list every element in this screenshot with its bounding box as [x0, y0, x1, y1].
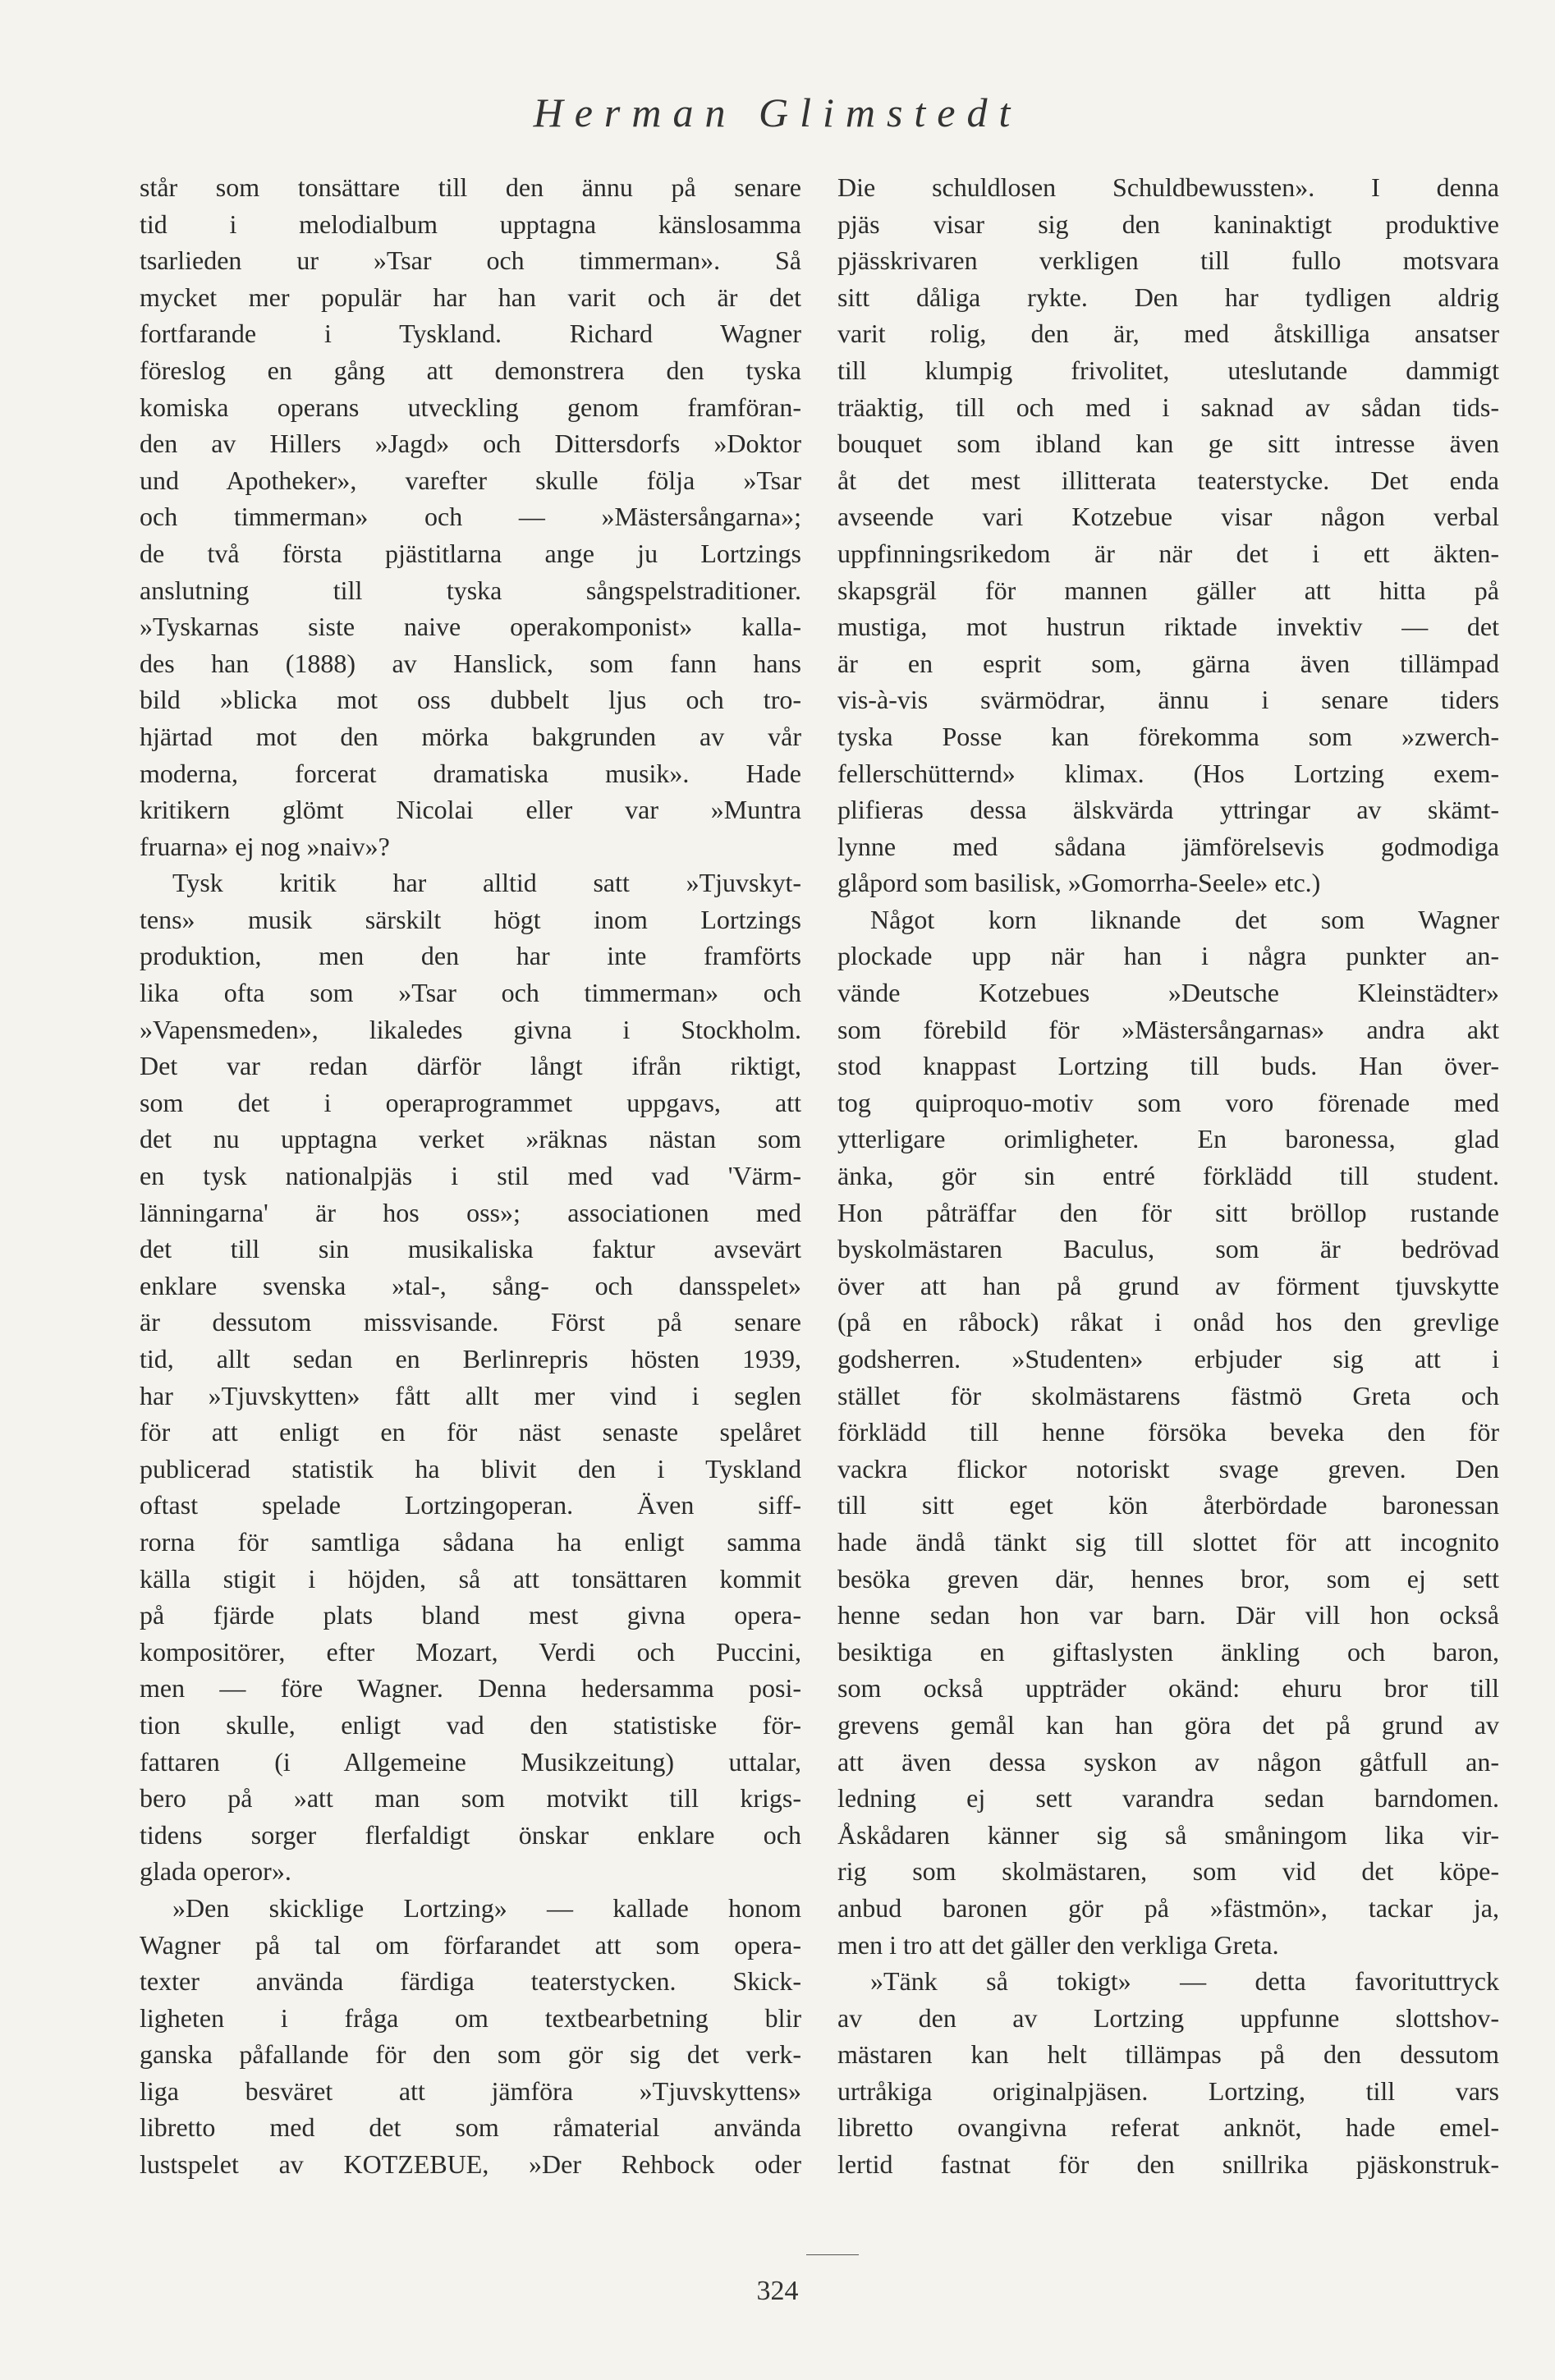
- text-line: sitt dåliga rykte. Den har tydligen aldrig: [837, 282, 1499, 312]
- text-line: und Apotheker», varefter skulle följa »Tsar: [140, 465, 801, 495]
- text-line: som också uppträder okänd: ehuru bror till: [837, 1673, 1499, 1704]
- text-line: rorna för samtliga sådana ha enligt samma: [140, 1526, 801, 1557]
- text-line: besiktiga en giftaslysten änkling och baron,: [837, 1636, 1499, 1667]
- text-line: bouquet som ibland kan ge sitt intresse även: [837, 429, 1499, 459]
- text-line: som det i operaprogrammet uppgavs, att: [140, 1087, 801, 1117]
- text-line: oftast spelade Lortzingoperan. Även siff-: [140, 1490, 801, 1520]
- text-line: stod knappast Lortzing till buds. Han över-: [837, 1051, 1499, 1081]
- text-line: skapsgräl för mannen gäller att hitta på: [837, 575, 1499, 605]
- text-line: mästaren kan helt tillämpas på den dessutom: [837, 2039, 1499, 2070]
- text-line: till sitt eget kön återbördade baronessan: [837, 1490, 1499, 1520]
- text-line: vackra flickor notoriskt svage greven. Den: [837, 1453, 1499, 1483]
- text-line: vände Kotzebues »Deutsche Kleinstädter»: [837, 978, 1499, 1008]
- text-line: rig som skolmästaren, som vid det köpe-: [837, 1856, 1499, 1887]
- page-number: 324: [756, 2276, 799, 2306]
- text-line: på fjärde plats bland mest givna opera-: [140, 1600, 801, 1630]
- text-line: föreslog en gång att demonstrera den tyska: [140, 355, 801, 385]
- text-line: Åskådaren känner sig så småningom lika vir-: [837, 1819, 1499, 1850]
- text-line: länningarna' är hos oss»; associationen med: [140, 1197, 801, 1227]
- text-line: vis-à-vis svärmödrar, ännu i senare tiders: [837, 685, 1499, 715]
- text-line: de två första pjästitlarna ange ju Lortzings: [140, 538, 801, 568]
- text-line: Tysk kritik har alltid satt »Tjuvskyt-: [172, 868, 801, 898]
- text-line: är en esprit som, gärna även tillämpad: [837, 648, 1499, 678]
- text-line: henne sedan hon var barn. Där vill hon också: [837, 1600, 1499, 1630]
- text-line: ganska påfallande för den som gör sig det verk-: [140, 2039, 801, 2070]
- text-line: åt det mest illitterata teaterstycke. Det enda: [837, 465, 1499, 495]
- text-line: det nu upptagna verket »räknas nästan som: [140, 1124, 801, 1154]
- text-line: byskolmästaren Baculus, som är bedrövad: [837, 1234, 1499, 1264]
- text-line: bero på »att man som motvikt till krigs-: [140, 1783, 801, 1814]
- text-line: ytterligare orimligheter. En baronessa, glad: [837, 1124, 1499, 1154]
- text-line: godsherren. »Studenten» erbjuder sig att i: [837, 1344, 1499, 1373]
- text-line: mustiga, mot hustrun riktade invektiv — det: [837, 612, 1499, 642]
- text-line: hade ändå tänkt sig till slottet för att incognito: [837, 1526, 1499, 1557]
- text-line: libretto ovangivna referat anknöt, hade emel-: [837, 2112, 1499, 2143]
- text-line: grevens gemål kan han göra det på grund av: [837, 1709, 1499, 1740]
- text-line: den av Hillers »Jagd» och Dittersdorfs »Doktor: [140, 429, 801, 459]
- text-line: änka, gör sin entré förklädd till student.: [837, 1161, 1499, 1191]
- text-line: produktion, men den har inte framförts: [140, 941, 801, 971]
- text-line: glada operor».: [140, 1856, 291, 1887]
- text-line: att även dessa syskon av någon gåtfull an-: [837, 1746, 1499, 1777]
- text-line: plockade upp när han i några punkter an-: [837, 941, 1499, 971]
- folio-rule: [806, 2254, 859, 2255]
- text-line: förklädd till henne försöka beveka den för: [837, 1417, 1499, 1447]
- text-line: och timmerman» och — »Mästersångarna»;: [140, 502, 801, 532]
- text-line: »Tänk så tokigt» — detta favorituttryck: [870, 1966, 1499, 1997]
- text-line: komiska operans utveckling genom framföran-: [140, 392, 801, 422]
- text-line: Något korn liknande det som Wagner: [870, 904, 1499, 934]
- text-line: liga besväret att jämföra »Tjuvskyttens»: [140, 2075, 801, 2106]
- text-line: det till sin musikaliska faktur avsevärt: [140, 1234, 801, 1264]
- right-text-column: [837, 169, 1499, 2183]
- text-line: Wagner på tal om förfarandet att som opera-: [140, 1929, 801, 1960]
- text-line: men i tro att det gäller den verkliga Greta.: [837, 1929, 1279, 1960]
- left-text-column: [140, 169, 801, 2183]
- text-line: men — före Wagner. Denna hedersamma posi-: [140, 1673, 801, 1704]
- text-line: publicerad statistik ha blivit den i Tyskland: [140, 1453, 801, 1483]
- text-line: tid, allt sedan en Berlinrepris hösten 1939,: [140, 1344, 801, 1373]
- text-line: pjäs visar sig den kaninaktigt produktive: [837, 209, 1499, 239]
- text-line: lynne med sådana jämförelsevis godmodiga: [837, 831, 1499, 861]
- text-line: lika ofta som »Tsar och timmerman» och: [140, 978, 801, 1008]
- text-line: »Vapensmeden», likaledes givna i Stockholm.: [140, 1014, 801, 1044]
- text-line: som förebild för »Mästersångarnas» andra akt: [837, 1014, 1499, 1044]
- text-line: mycket mer populär har han varit och är det: [140, 282, 801, 312]
- text-line: moderna, forcerat dramatiska musik». Hade: [140, 758, 801, 788]
- text-line: lustspelet av KOTZEBUE, »Der Rehbock oder: [140, 2149, 801, 2180]
- text-line: urtråkiga originalpjäsen. Lortzing, till vars: [837, 2075, 1499, 2106]
- text-line: tens» musik särskilt högt inom Lortzings: [140, 904, 801, 934]
- text-line: kompositörer, efter Mozart, Verdi och Puccini,: [140, 1636, 801, 1667]
- text-line: står som tonsättare till den ännu på senare: [140, 172, 801, 202]
- text-line: plifieras dessa älskvärda yttringar av skämt-: [837, 795, 1499, 825]
- text-line: »Tyskarnas siste naive operakomponist» kalla-: [140, 612, 801, 642]
- text-line: besöka greven där, hennes bror, som ej sett: [837, 1563, 1499, 1594]
- text-line: anbud baronen gör på »fästmön», tackar ja,: [837, 1892, 1499, 1923]
- text-line: tog quiproquo-motiv som voro förenade med: [837, 1087, 1499, 1117]
- text-line: har »Tjuvskytten» fått allt mer vind i seglen: [140, 1380, 801, 1410]
- text-line: fruarna» ej nog »naiv»?: [140, 831, 390, 861]
- text-line: tsarlieden ur »Tsar och timmerman». Så: [140, 245, 801, 276]
- text-line: Det var redan därför långt ifrån riktigt,: [140, 1051, 801, 1081]
- text-line: pjässkrivaren verkligen till fullo motsvara: [837, 245, 1499, 276]
- text-line: källa stigit i höjden, så att tonsättaren kommit: [140, 1563, 801, 1594]
- text-line: enklare svenska »tal-, sång- och dansspelet»: [140, 1270, 801, 1300]
- text-line: är dessutom missvisande. Först på senare: [140, 1307, 801, 1337]
- text-line: tidens sorger flerfaldigt önskar enklare och: [140, 1819, 801, 1850]
- text-line: lertid fastnat för den snillrika pjäskonstruk-: [837, 2149, 1499, 2180]
- text-line: avseende vari Kotzebue visar någon verbal: [837, 502, 1499, 532]
- text-line: till klumpig frivolitet, uteslutande dammigt: [837, 355, 1499, 385]
- text-line: ledning ej sett varandra sedan barndomen.: [837, 1783, 1499, 1814]
- text-line: (på en råbock) råkat i onåd hos den grevlige: [837, 1307, 1499, 1337]
- text-line: hjärtad mot den mörka bakgrunden av vår: [140, 721, 801, 751]
- text-line: des han (1888) av Hanslick, som fann hans: [140, 648, 801, 678]
- text-line: fattaren (i Allgemeine Musikzeitung) uttalar,: [140, 1746, 801, 1777]
- text-line: glåpord som basilisk, »Gomorrha-Seele» etc.): [837, 868, 1321, 898]
- text-line: fortfarande i Tyskland. Richard Wagner: [140, 319, 801, 349]
- text-line: över att han på grund av förment tjuvskytte: [837, 1270, 1499, 1300]
- text-line: av den av Lortzing uppfunne slottshov-: [837, 2002, 1499, 2033]
- text-line: kritikern glömt Nicolai eller var »Muntra: [140, 795, 801, 825]
- text-line: bild »blicka mot oss dubbelt ljus och tro-: [140, 685, 801, 715]
- text-line: anslutning till tyska sångspelstraditioner.: [140, 575, 801, 605]
- text-line: träaktig, till och med i saknad av sådan tids-: [837, 392, 1499, 422]
- text-line: Die schuldlosen Schuldbewussten». I denna: [837, 172, 1499, 202]
- text-line: tid i melodialbum upptagna känslosamma: [140, 209, 801, 239]
- text-line: texter använda färdiga teaterstycken. Skick-: [140, 1966, 801, 1997]
- text-line: ligheten i fråga om textbearbetning blir: [140, 2002, 801, 2033]
- text-line: libretto med det som råmaterial använda: [140, 2112, 801, 2143]
- text-line: tyska Posse kan förekomma som »zwerch-: [837, 721, 1499, 751]
- text-line: uppfinningsrikedom är när det i ett äkten-: [837, 538, 1499, 568]
- text-line: »Den skicklige Lortzing» — kallade honom: [172, 1892, 801, 1923]
- text-line: tion skulle, enligt vad den statistiske för-: [140, 1709, 801, 1740]
- text-line: en tysk nationalpjäs i stil med vad 'Värm-: [140, 1161, 801, 1191]
- text-line: för att enligt en för näst senaste spelåret: [140, 1417, 801, 1447]
- text-line: fellerschütternd» klimax. (Hos Lortzing exem-: [837, 758, 1499, 788]
- text-line: stället för skolmästarens fästmö Greta och: [837, 1380, 1499, 1410]
- text-line: Hon påträffar den för sitt bröllop rustande: [837, 1197, 1499, 1227]
- running-header: Herman Glimstedt: [533, 89, 1022, 135]
- text-line: varit rolig, den är, med åtskilliga ansatser: [837, 319, 1499, 349]
